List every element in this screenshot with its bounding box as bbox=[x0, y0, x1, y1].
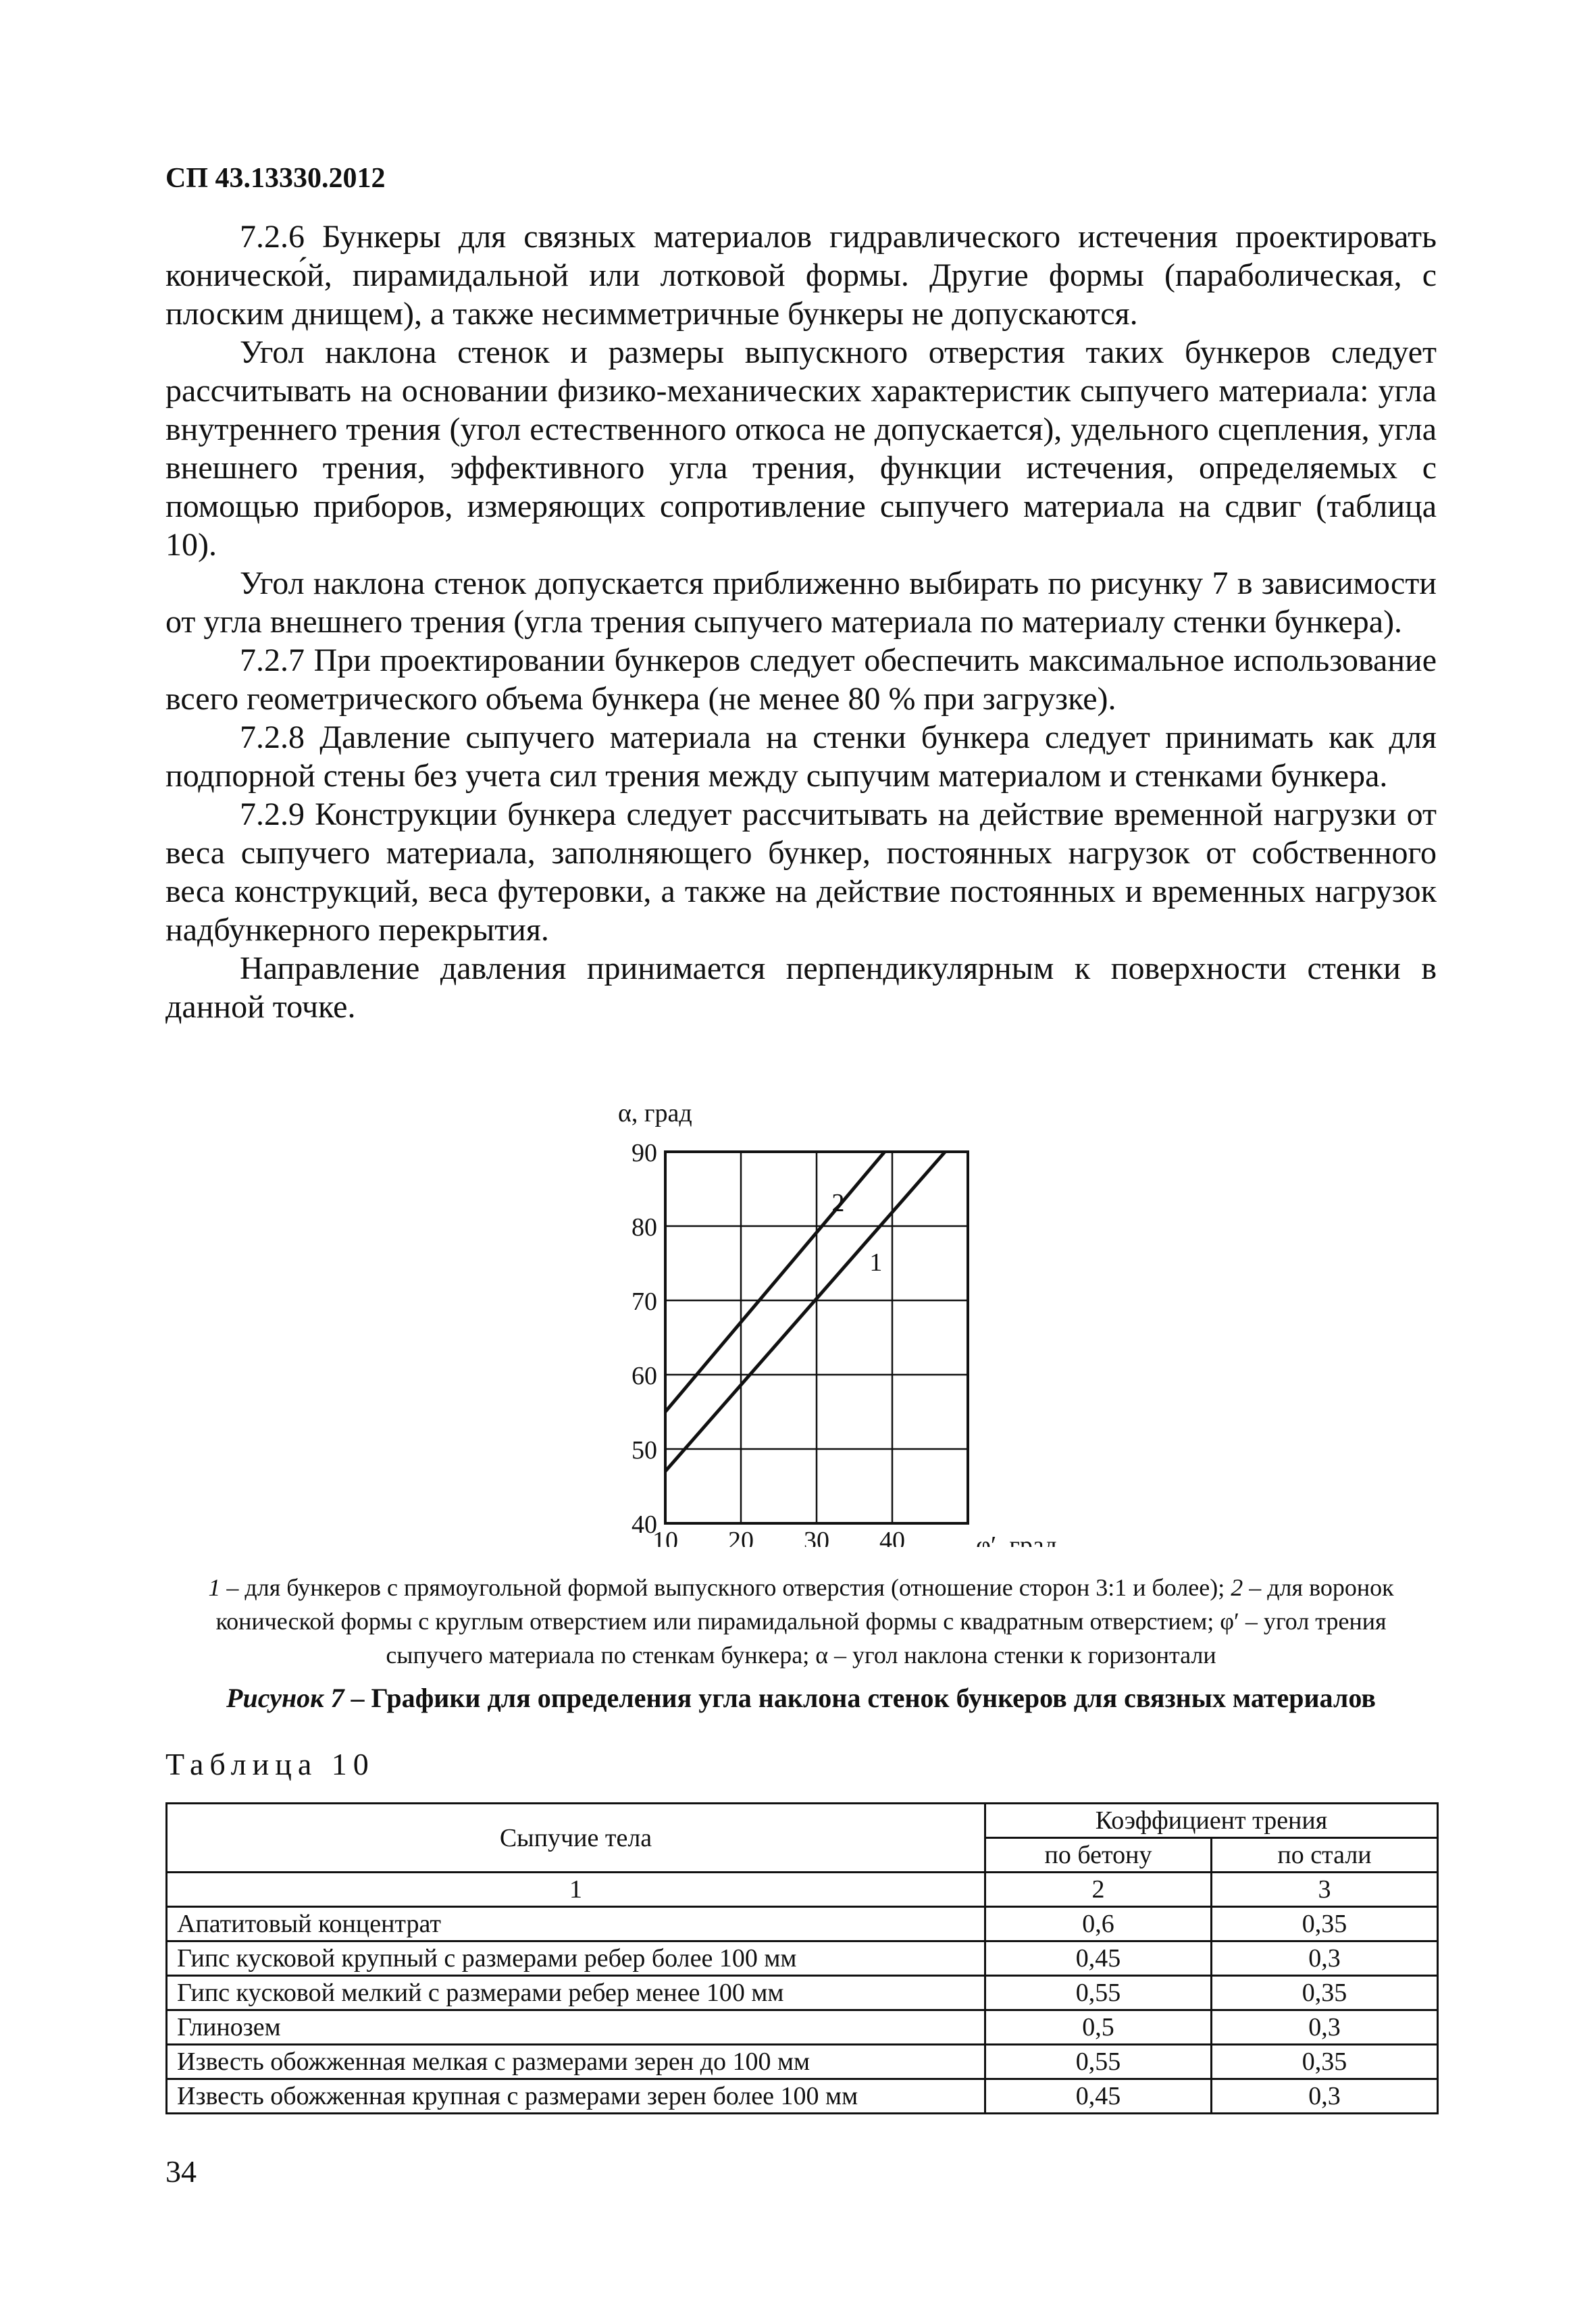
friction-concrete: 0,55 bbox=[985, 2045, 1212, 2079]
y-tick-label: 60 bbox=[632, 1362, 657, 1390]
page-number: 34 bbox=[165, 2154, 197, 2189]
table-header-row bbox=[167, 1804, 1438, 1838]
table-title: Таблица 10 bbox=[165, 1747, 375, 1781]
y-tick-label: 50 bbox=[632, 1436, 657, 1465]
material-name: Известь обожженная крупная с размерами зерен более 100 мм bbox=[167, 2079, 985, 2114]
series-2-line bbox=[665, 1152, 885, 1412]
figure-legend bbox=[165, 1571, 1437, 1672]
table-column-numbers bbox=[167, 1873, 1438, 1907]
caption-text: – Графики для определения угла наклона стенок бункеров для связных материалов bbox=[344, 1683, 1376, 1713]
friction-concrete: 0,55 bbox=[985, 1976, 1212, 2010]
friction-concrete: 0,6 bbox=[985, 1907, 1212, 1941]
friction-steel: 0,3 bbox=[1212, 1941, 1438, 1976]
material-name: Глинозем bbox=[167, 2010, 985, 2045]
series-1-label: 1 bbox=[869, 1248, 883, 1277]
friction-concrete: 0,5 bbox=[985, 2010, 1212, 2045]
friction-steel: 0,35 bbox=[1212, 2045, 1438, 2079]
caption-label: Рисунок 7 bbox=[226, 1683, 344, 1713]
paragraph-wall-angle: Угол наклона стенок и размеры выпускного отверстия таких бункеров следует рассчитывать на основании физико-механических характеристик сыпучего материала: угла внутреннего трения (угол естественного откоса не допускается), удельного сцепления, угла внешнего трения, эффективного угла трения, функции истечения, определяемых с помощью приборов, измеряющих сопротивление сыпучего материала на сдвиг (таблица 10). bbox=[165, 334, 1437, 563]
legend-key-1: 1 bbox=[208, 1574, 221, 1601]
x-tick-label: 30 bbox=[804, 1527, 829, 1547]
paragraph-7-2-7: 7.2.7 При проектировании бункеров следует обеспечить максимальное использование всего геометрического объема бункера (не менее 80 % при загрузке). bbox=[165, 642, 1437, 717]
y-tick-label: 80 bbox=[632, 1213, 657, 1242]
friction-steel: 0,35 bbox=[1212, 1907, 1438, 1941]
paragraph-pressure-direction: Направление давления принимается перпендикулярным к поверхности стенки в данной точке. bbox=[165, 950, 1437, 1025]
table-row bbox=[167, 1941, 1438, 1976]
x-axis-label: φ′, град bbox=[976, 1531, 1058, 1547]
figure-7 bbox=[165, 1088, 1437, 1547]
paragraph-7-2-9: 7.2.9 Конструкции бункера следует рассчитывать на действие временной нагрузки от веса сыпучего материала, заполняющего бункер, постоянных нагрузок от собственного веса конструкций, веса футеровки, а также на действие постоянных и временных нагрузок надбункерного перекрытия. bbox=[165, 796, 1437, 948]
material-name: Гипс кусковой мелкий с размерами ребер менее 100 мм bbox=[167, 1976, 985, 2010]
material-name: Гипс кусковой крупный с размерами ребер более 100 мм bbox=[167, 1941, 985, 1976]
series-1-line bbox=[665, 1152, 945, 1471]
friction-steel: 0,3 bbox=[1212, 2010, 1438, 2045]
figure-caption bbox=[165, 1682, 1437, 1714]
y-axis-label: α, град bbox=[618, 1099, 692, 1127]
friction-table bbox=[165, 1802, 1439, 2114]
x-tick-label: 40 bbox=[879, 1527, 905, 1547]
wall-angle-chart bbox=[165, 1088, 1437, 1547]
paragraph-7-2-6: 7.2.6 Бункеры для связных материалов гидравлического истечения проектировать коническо́й, пирамидальной или лотковой формы. Другие формы (параболическая, с плоским днищем), а также несимметричные бункеры не допускаются. bbox=[165, 219, 1437, 332]
friction-steel: 0,35 bbox=[1212, 1976, 1438, 2010]
legend-text-1: – для бункеров с прямоугольной формой выпускного отверстия (отношение сторон 3:1 и более); bbox=[220, 1574, 1231, 1601]
col-number: 3 bbox=[1212, 1873, 1438, 1907]
friction-concrete: 0,45 bbox=[985, 2079, 1212, 2114]
col-number: 2 bbox=[985, 1873, 1212, 1907]
material-name: Известь обожженная мелкая с размерами зерен до 100 мм bbox=[167, 2045, 985, 2079]
x-tick-label: 10 bbox=[652, 1527, 678, 1547]
col-number: 1 bbox=[167, 1873, 985, 1907]
table-row bbox=[167, 2010, 1438, 2045]
friction-concrete: 0,45 bbox=[985, 1941, 1212, 1976]
y-tick-label: 90 bbox=[632, 1139, 657, 1167]
header-friction: Коэффициент трения bbox=[985, 1804, 1438, 1838]
material-name: Апатитовый концентрат bbox=[167, 1907, 985, 1941]
table-row bbox=[167, 1976, 1438, 2010]
y-tick-label: 40 bbox=[632, 1510, 657, 1539]
table-row bbox=[167, 2045, 1438, 2079]
table-row bbox=[167, 1907, 1438, 1941]
document-code: СП 43.13330.2012 bbox=[165, 163, 386, 194]
series-2-label: 2 bbox=[831, 1189, 845, 1217]
legend-key-2: 2 bbox=[1231, 1574, 1243, 1601]
paragraph-7-2-8: 7.2.8 Давление сыпучего материала на стенки бункера следует принимать как для подпорной стены без учета сил трения между сыпучим материалом и стенками бункера. bbox=[165, 719, 1437, 794]
table-row bbox=[167, 2079, 1438, 2114]
legend-text-2: – для воронок конической формы с круглым отверстием или пирамидальной формы с квадратным отверстием; φ′ – угол трения сыпучего материала по стенкам бункера; α – угол наклона стенки к горизонтали bbox=[215, 1574, 1394, 1669]
y-tick-label: 70 bbox=[632, 1288, 657, 1316]
header-steel: по стали bbox=[1212, 1838, 1438, 1873]
friction-steel: 0,3 bbox=[1212, 2079, 1438, 2114]
paragraph-figure-ref: Угол наклона стенок допускается приближенно выбирать по рисунку 7 в зависимости от угла внешнего трения (угла трения сыпучего материала по материалу стенки бункера). bbox=[165, 565, 1437, 640]
header-concrete: по бетону bbox=[985, 1838, 1212, 1873]
body-text bbox=[165, 218, 1437, 1026]
x-tick-label: 20 bbox=[728, 1527, 754, 1547]
header-materials: Сыпучие тела bbox=[167, 1804, 985, 1873]
